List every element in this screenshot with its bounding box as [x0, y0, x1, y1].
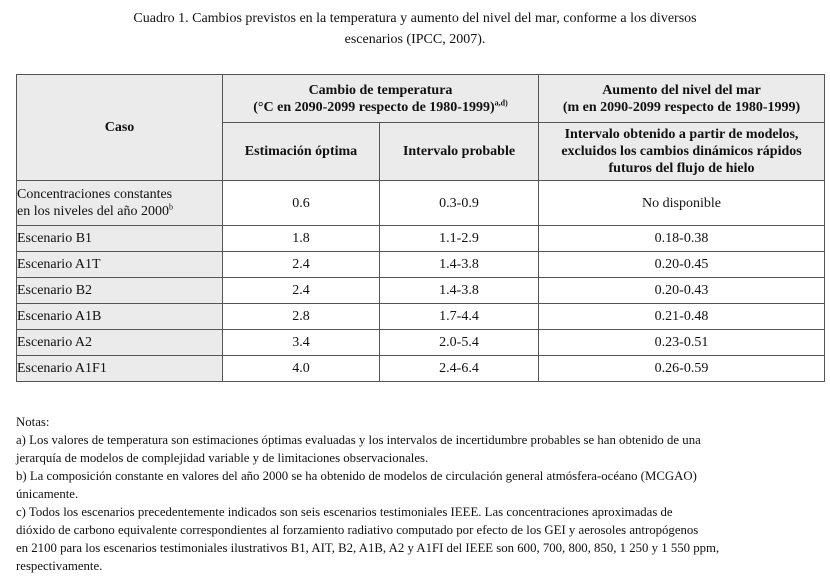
row-sea-cell: 0.21-0.48 — [539, 304, 825, 330]
row-probable-cell: 1.7-4.4 — [380, 304, 539, 330]
header-temperature — [223, 75, 539, 123]
row-sea-cell: No disponible — [539, 181, 825, 226]
header-sea-level — [539, 75, 825, 123]
note-c-line-4: respectivamente. — [16, 559, 103, 573]
row-optima-cell: 2.4 — [223, 278, 380, 304]
note-c-line-3: en 2100 para los escenarios testimoniales ilustrativos B1, AIT, B2, A1B, A2 y A1FI del IEEE son 600, 700, 800, 850, 1 250 y 1 550 ppm, — [16, 541, 720, 555]
header-temperature-subtitle — [223, 99, 538, 116]
table-header-row-1 — [17, 75, 825, 123]
row-caso-cell: Escenario A1F1 — [17, 356, 223, 382]
note-a-line-2: jerarquía de modelos de complejidad variable y de limitaciones observacionales. — [16, 451, 429, 465]
caption-line-1: Cuadro 1. Cambios previstos en la temperatura y aumento del nivel del mar, conforme a los diversos — [133, 11, 697, 26]
notes-heading: Notas: — [16, 415, 50, 429]
table-row — [17, 356, 825, 382]
row-caso-cell: Escenario B1 — [17, 226, 223, 252]
row-sea-cell: 0.20-0.43 — [539, 278, 825, 304]
header-intervalo-modelos — [539, 123, 825, 181]
row-caso-cell: Escenario A2 — [17, 330, 223, 356]
row-caso-cell: Escenario A1T — [17, 252, 223, 278]
note-a-line-1: a) Los valores de temperatura son estimaciones óptimas evaluadas y los intervalos de incertidumbre probables se han obtenido de una — [16, 433, 701, 447]
data-table — [16, 74, 825, 382]
header-temperature-subtitle-text: (°C en 2090-2099 respecto de 1980-1999) — [253, 99, 495, 115]
header-temperature-title: Cambio de temperatura — [308, 82, 453, 98]
table-row — [17, 330, 825, 356]
note-b-line-2: únicamente. — [16, 487, 79, 501]
row-probable-cell: 1.4-3.8 — [380, 252, 539, 278]
row-optima-cell: 4.0 — [223, 356, 380, 382]
row-probable-cell: 1.4-3.8 — [380, 278, 539, 304]
header-intervalo-modelos-line-3: futuros del flujo de hielo — [608, 161, 755, 176]
table-row — [17, 226, 825, 252]
row-caso-cell: Escenario A1B — [17, 304, 223, 330]
header-caso: Caso — [17, 75, 223, 181]
row-sea-cell: 0.23-0.51 — [539, 330, 825, 356]
row-caso-cell — [17, 181, 223, 226]
row-caso-line-1: Concentraciones constantes — [17, 187, 173, 202]
table-caption — [0, 8, 830, 50]
table-row — [17, 181, 825, 226]
row-sea-cell: 0.20-0.45 — [539, 252, 825, 278]
header-sea-level-title: Aumento del nivel del mar — [602, 82, 761, 98]
header-intervalo-probable: Intervalo probable — [380, 123, 539, 181]
row-optima-cell: 0.6 — [223, 181, 380, 226]
header-intervalo-modelos-line-2: excluidos los cambios dinámicos rápidos — [561, 144, 802, 159]
row-sea-cell: 0.26-0.59 — [539, 356, 825, 382]
caption-line-2: escenarios (IPCC, 2007). — [344, 32, 486, 47]
note-b-line-1: b) La composición constante en valores del año 2000 se ha obtenido de modelos de circulación general atmósfera-océano (MCGAO) — [16, 469, 697, 483]
note-c-line-2: dióxido de carbono equivalente correspondientes al forzamiento radiativo computado por efecto de los GEI y aerosoles antropógenos — [16, 523, 699, 537]
row-probable-cell: 2.0-5.4 — [380, 330, 539, 356]
header-sea-level-subtitle: (m en 2090-2099 respecto de 1980-1999) — [562, 99, 801, 115]
row-sea-cell: 0.18-0.38 — [539, 226, 825, 252]
row-optima-cell: 2.8 — [223, 304, 380, 330]
table-row — [17, 278, 825, 304]
row-optima-cell: 2.4 — [223, 252, 380, 278]
row-caso-cell: Escenario B2 — [17, 278, 223, 304]
row-optima-cell: 3.4 — [223, 330, 380, 356]
header-temperature-footnote: a,d) — [494, 97, 508, 107]
header-estimacion-optima: Estimación óptima — [223, 123, 380, 181]
row-caso-line-2 — [17, 203, 222, 220]
row-probable-cell: 1.1-2.9 — [380, 226, 539, 252]
notes-section — [16, 413, 822, 575]
table-row — [17, 252, 825, 278]
row-optima-cell: 1.8 — [223, 226, 380, 252]
row-probable-cell: 2.4-6.4 — [380, 356, 539, 382]
header-intervalo-modelos-line-1: Intervalo obtenido a partir de modelos, — [564, 127, 799, 142]
note-c-line-1: c) Todos los escenarios precedentemente indicados son seis escenarios testimoniales IEEE. Las concentraciones aproximadas de — [16, 505, 673, 519]
table-row — [17, 304, 825, 330]
row-caso-line-2-text: en los niveles del año 2000 — [17, 204, 170, 219]
row-probable-cell: 0.3-0.9 — [380, 181, 539, 226]
row-caso-footnote: b — [169, 202, 174, 212]
